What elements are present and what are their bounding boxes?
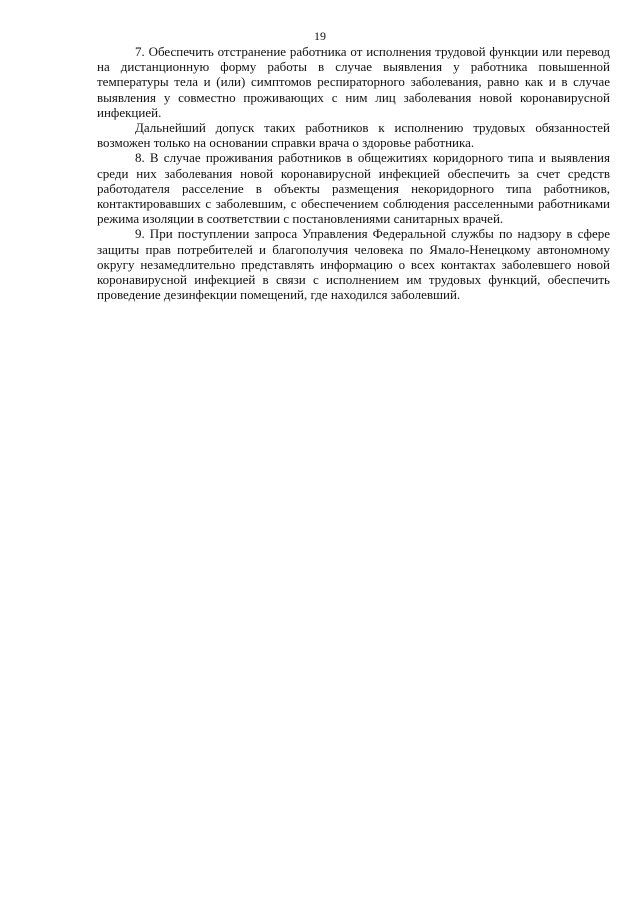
- page-number: 19: [314, 29, 326, 43]
- paragraph-7-continuation: Дальнейший допуск таких работников к исполнению трудовых обязанностей возможен только на основании справки врача о здоровье работника.: [97, 120, 610, 151]
- document-body: [97, 44, 610, 302]
- paragraph-8: 8. В случае проживания работников в общежитиях коридорного типа и выявления среди них заболевания новой коронавирусной инфекцией обеспечить за счет средств работодателя расселение в объекты размещения некоридорного типа работников, контактировавших с заболевшим, с обеспечением соблюдения расселенными работниками режима изоляции в соответствии с постановлениями санитарных врачей.: [97, 150, 610, 227]
- paragraph-9: 9. При поступлении запроса Управления Федеральной службы по надзору в сфере защиты прав потребителей и благополучия человека по Ямало-Ненецкому автономному округу незамедлительно представлять информацию о всех контактах заболевшего новой коронавирусной инфекцией в связи с исполнением им трудовых функций, обеспечить проведение дезинфекции помещений, где находился заболевший.: [97, 226, 610, 303]
- paragraph-7: 7. Обеспечить отстранение работника от исполнения трудовой функции или перевод на дистанционную форму работы в случае выявления у работника повышенной температуры тела и (или) симптомов респираторного заболевания, равно как и в случае выявления у совместно проживающих с ним лиц заболевания новой коронавирусной инфекцией.: [97, 44, 610, 120]
